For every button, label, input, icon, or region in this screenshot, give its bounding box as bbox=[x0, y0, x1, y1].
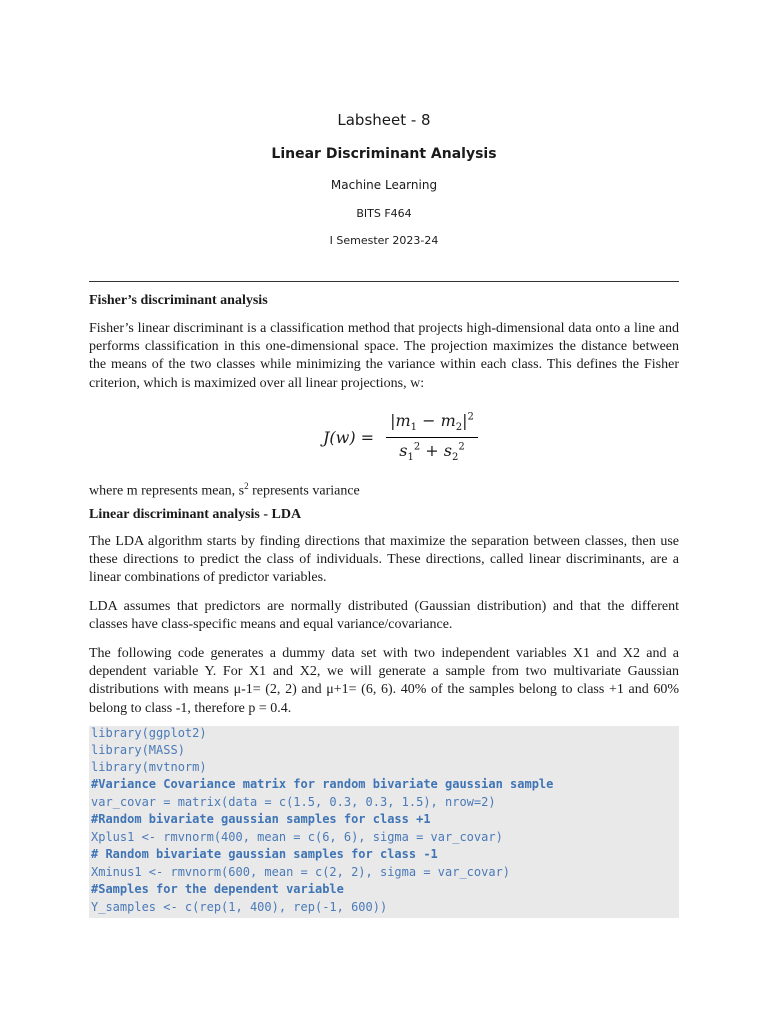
code-line: Xplus1 <- rmvnorm(400, mean = c(6, 6), sigma = var_covar) bbox=[91, 830, 503, 844]
code-line: Y_samples <- c(rep(1, 400), rep(-1, 600)) bbox=[91, 900, 388, 914]
r-code-block bbox=[89, 726, 679, 918]
formula-lhs: J(w) = bbox=[323, 427, 375, 447]
document-title: Linear Discriminant Analysis bbox=[271, 146, 497, 162]
code-comment: #Random bivariate gaussian samples for class +1 bbox=[91, 812, 431, 826]
fisher-paragraph: Fisher’s linear discriminant is a classification method that projects high-dimensional data onto a line and performs classification in this one-dimensional space. The projection maximizes the distance between the means of the two classes while minimizing the variance within each class. This defines the Fisher criterion, which is maximized over all linear projections, w: bbox=[89, 321, 679, 391]
formula-note: where m represents mean, $s^2$ represents variance bbox=[89, 481, 360, 499]
lda-paragraph-2: LDA assumes that predictors are normally distributed (Gaussian distribution) and that the different classes have class-specific means and equal variance/covariance. bbox=[89, 599, 679, 633]
code-line: library(ggplot2) bbox=[91, 726, 207, 740]
section-heading-fisher: Fisher’s discriminant analysis bbox=[89, 293, 268, 308]
code-comment: #Samples for the dependent variable bbox=[91, 882, 344, 896]
lda-paragraph-3: The following code generates a dummy data set with two independent variables X1 and X2 and a dependent variable Y. For X1 and X2, we will generate a sample from two multivariate Gaussian distributions with means μ-1= (2, 2) and μ+1= (6, 6). 40% of the samples belong to class +1 and 60% belong to class -1, therefore p = 0.4. bbox=[89, 646, 679, 716]
lab-title: Labsheet - 8 bbox=[337, 111, 431, 129]
header-divider bbox=[89, 281, 679, 282]
code-line: Xminus1 <- rmvnorm(600, mean = c(2, 2), sigma = var_covar) bbox=[91, 865, 511, 879]
section-heading-lda: Linear discriminant analysis - LDA bbox=[89, 507, 302, 522]
code-line: library(MASS) bbox=[91, 743, 185, 757]
code-comment: #Variance Covariance matrix for random bivariate gaussian sample bbox=[91, 777, 554, 791]
semester: I Semester 2023-24 bbox=[329, 234, 439, 247]
formula-denominator: $s_1^2 + s_2^2$ bbox=[399, 440, 465, 463]
formula-fraction bbox=[386, 411, 478, 462]
document-page bbox=[89, 0, 679, 1024]
code-line: library(mvtnorm) bbox=[91, 760, 207, 774]
formula-numerator: $|m_1 - m_2|^2$ bbox=[386, 411, 478, 437]
lda-paragraph-1: The LDA algorithm starts by finding directions that maximize the separation between classes, then use these directions to predict the class of individuals. These directions, called linear discriminants, are a linear combinations of predictor variables. bbox=[89, 534, 679, 586]
course-name: Machine Learning bbox=[330, 178, 438, 192]
code-line: var_covar = matrix(data = c(1.5, 0.3, 0.3, 1.5), nrow=2) bbox=[91, 795, 496, 809]
code-comment: # Random bivariate gaussian samples for class -1 bbox=[91, 847, 438, 861]
course-code: BITS F464 bbox=[356, 207, 412, 220]
fisher-criterion-formula bbox=[323, 412, 478, 462]
